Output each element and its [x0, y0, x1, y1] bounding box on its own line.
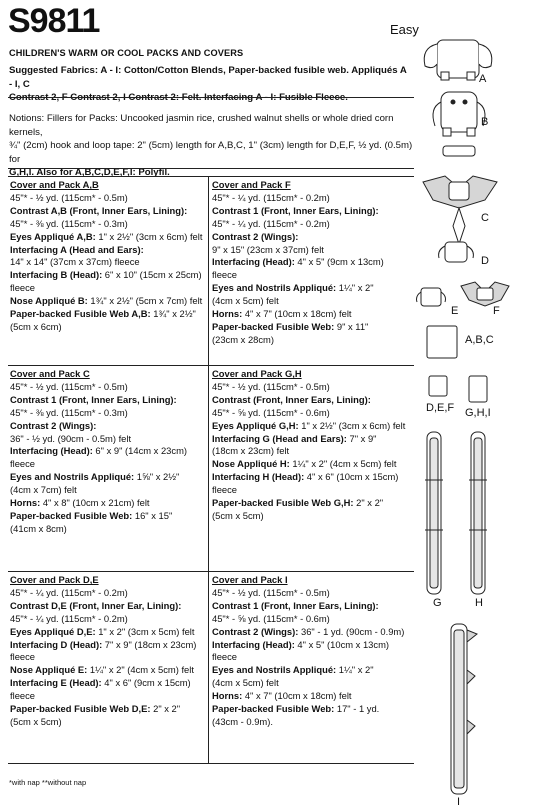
divider — [8, 763, 414, 764]
yardage-line: Eyes and Nostrils Appliqué: 1⅝" x 2½" — [10, 471, 180, 483]
section-heading: Cover and Pack I — [212, 574, 288, 585]
section-cover-pack-f — [212, 179, 410, 347]
column-divider — [208, 176, 209, 763]
yardage-line: Nose Appliqué B: 1¾" x 2½" (5cm x 7cm) felt — [10, 295, 203, 307]
pattern-title: CHILDREN'S WARM OR COOL PACKS AND COVERS — [9, 48, 244, 58]
yardage-line: (4cm x 5cm) felt — [212, 295, 279, 307]
notions-line: Notions: Fillers for Packs: Uncooked jasmin rice, crushed walnut shells or whole dried corn kernels, — [9, 113, 394, 138]
yardage-line: Interfacing H (Head): 4" x 6" (10cm x 15cm) — [212, 471, 399, 483]
cover-def-illustration — [429, 376, 447, 396]
yardage-line: 45"* - ⅝ yd. (115cm* - 0.6m) — [212, 406, 330, 418]
yardage-line: 45"* - ⅝ yd. (115cm* - 0.6m) — [212, 612, 330, 624]
footnote: *with nap **without nap — [9, 778, 87, 787]
pack-d-illustration — [439, 242, 474, 262]
yardage-line: (5cm x 5cm) — [212, 509, 264, 521]
yardage-line: Paper-backed Fusible Web D,E: 2" x 2" — [10, 703, 181, 715]
yardage-line: Paper-backed Fusible Web A,B: 1¾" x 2½" — [10, 308, 196, 320]
yardage-line: Eyes Appliqué A,B: 1" x 2½" (3cm x 6cm) felt — [10, 230, 203, 242]
section-heading: Cover and Pack A,B — [10, 179, 99, 190]
yardage-line: (5cm x 6cm) — [10, 320, 62, 332]
section-cover-pack-gh — [212, 368, 410, 523]
notions-line: G,H,I. Also for A,B,C,D,E,F,I: Polyfil. — [9, 167, 170, 178]
section-cover-pack-de — [10, 574, 208, 729]
yardage-line: Horns: 4" x 7" (10cm x 18cm) felt — [212, 690, 352, 702]
yardage-line: 45"* - ½ yd. (115cm* - 0.5m) — [10, 191, 128, 203]
section-heading: Cover and Pack G,H — [212, 368, 302, 379]
yardage-line: 45"* - ½ yd. (115cm* - 0.5m) — [212, 586, 330, 598]
section-heading: Cover and Pack F — [212, 179, 291, 190]
label-e: E — [451, 305, 459, 317]
divider — [8, 168, 414, 169]
yardage-line: fleece — [10, 282, 36, 294]
section-cover-pack-c — [10, 368, 208, 536]
yardage-line: 45"* - ¼ yd. (115cm* - 0.2m) — [10, 612, 128, 624]
yardage-line: Paper-backed Fusible Web G,H: 2" x 2" — [212, 497, 384, 509]
pattern-number: S9811 — [8, 2, 100, 40]
label-h: H — [475, 597, 483, 609]
yardage-line: 45"* - ¼ yd. (115cm* - 0.2m) — [212, 217, 330, 229]
pack-h-illustration — [469, 432, 487, 594]
yardage-line: Contrast 2 (Wings): — [212, 230, 299, 242]
yardage-line: (4cm x 7cm) felt — [10, 484, 77, 496]
yardage-line: (23cm x 28cm) — [212, 333, 274, 345]
yardage-line: 36" - ½ yd. (90cm - 0.5m) felt — [10, 432, 132, 444]
label-a: A — [479, 73, 487, 85]
yardage-line: Nose Appliqué H: 1¼" x 2" (4cm x 5cm) felt — [212, 458, 397, 470]
yardage-line: Contrast A,B (Front, Inner Ears, Lining): — [10, 204, 188, 216]
yardage-line: Contrast (Front, Inner Ears, Lining): — [212, 393, 371, 405]
section-cover-pack-i — [212, 574, 410, 729]
yardage-line: fleece — [212, 651, 238, 663]
view-illustrations — [415, 30, 553, 810]
yardage-line: Contrast 2 (Wings): 36" - 1 yd. (90cm - 0.9m) — [212, 625, 405, 637]
cover-ghi-illustration — [469, 376, 487, 402]
divider — [8, 571, 414, 572]
yardage-line: Interfacing D (Head): 7" x 9" (18cm x 23cm) — [10, 638, 197, 650]
suggested-fabrics — [9, 64, 409, 105]
pack-g-illustration — [425, 432, 443, 594]
label-g: G — [433, 597, 442, 609]
yardage-line: Interfacing B (Head): 6" x 10" (15cm x 25cm) — [10, 269, 202, 281]
notions — [9, 112, 414, 180]
yardage-line: Paper-backed Fusible Web: 17" - 1 yd. — [212, 703, 380, 715]
label-i: I — [457, 796, 461, 808]
notions-line: ¾" (2cm) hook and loop tape: 2" (5cm) length for A,B,C, 1" (3cm) length for D,E,F, ½ yd. (0.5m) for — [9, 140, 413, 165]
yardage-line: Interfacing A (Head and Ears): — [10, 243, 144, 255]
label-ghi: G,H,I — [465, 407, 491, 419]
label-c: C — [481, 212, 489, 224]
cover-abc-illustration — [427, 326, 457, 358]
label-f: F — [493, 305, 500, 317]
yardage-line: Contrast 2 (Wings): — [10, 419, 97, 431]
fabrics-line: Suggested Fabrics: A - I: Cotton/Cotton Blends, Paper-backed fusible web. Appliqués A - I, C — [9, 65, 407, 90]
fabrics-line: Contrast 2, F Contrast 2, I Contrast 2: Felt. Interfacing A - I: Fusible Fleece. — [9, 92, 348, 103]
yardage-line: Nose Appliqué E: 1¼" x 2" (4cm x 5cm) felt — [10, 664, 194, 676]
pack-i-illustration — [451, 624, 477, 794]
yardage-line: 45"* - ½ yd. (115cm* - 0.5m) — [212, 380, 330, 392]
pack-c-illustration — [423, 176, 497, 244]
pack-b-illustration — [433, 92, 485, 156]
yardage-line: (4cm x 5cm) felt — [212, 677, 279, 689]
yardage-line: 45"* - ¼ yd. (115cm* - 0.2m) — [212, 191, 330, 203]
yardage-line: Contrast 1 (Front, Inner Ears, Lining): — [212, 204, 379, 216]
yardage-line: 9" x 15" (23cm x 37cm) felt — [212, 243, 324, 255]
divider — [8, 176, 414, 177]
yardage-line: Eyes and Nostrils Appliqué: 1¼" x 2" — [212, 282, 374, 294]
yardage-line: Interfacing (Head): 4" x 5" (10cm x 13cm) — [212, 638, 390, 650]
yardage-line: 45"* - ⅜ yd. (115cm* - 0.3m) — [10, 406, 128, 418]
yardage-line: 45"* - ⅜ yd. (115cm* - 0.3m) — [10, 217, 128, 229]
yardage-line: Interfacing (Head): 6" x 9" (14cm x 23cm) — [10, 445, 188, 457]
label-b: B — [481, 116, 489, 128]
yardage-line: Contrast 1 (Front, Inner Ears, Lining): — [10, 393, 177, 405]
label-abc: A,B,C — [465, 334, 494, 346]
yardage-line: Interfacing E (Head): 4" x 6" (9cm x 15cm) — [10, 677, 191, 689]
yardage-line: (43cm - 0.9m). — [212, 715, 273, 727]
yardage-line: 45"* - ¼ yd. (115cm* - 0.2m) — [10, 586, 128, 598]
yardage-line: Paper-backed Fusible Web: 9" x 11" — [212, 320, 369, 332]
yardage-line: Paper-backed Fusible Web: 16" x 15" — [10, 509, 173, 521]
yardage-line: Eyes Appliqué G,H: 1" x 2½" (3cm x 6cm) felt — [212, 419, 406, 431]
yardage-line: Horns: 4" x 7" (10cm x 18cm) felt — [212, 308, 352, 320]
yardage-line: Eyes Appliqué D,E: 1" x 2" (3cm x 5cm) felt — [10, 625, 195, 637]
section-heading: Cover and Pack D,E — [10, 574, 99, 585]
skill-level: Easy — [390, 22, 419, 37]
yardage-line: Contrast 1 (Front, Inner Ears, Lining): — [212, 599, 379, 611]
section-cover-pack-ab — [10, 179, 208, 334]
divider — [8, 365, 414, 366]
label-def: D,E,F — [426, 402, 455, 414]
yardage-line: fleece — [10, 690, 36, 702]
yardage-line: Interfacing G (Head and Ears): 7" x 9" — [212, 432, 377, 444]
yardage-line: (41cm x 8cm) — [10, 522, 67, 534]
divider — [8, 97, 414, 98]
label-d: D — [481, 255, 489, 267]
yardage-line: Contrast D,E (Front, Inner Ear, Lining): — [10, 599, 182, 611]
yardage-line: fleece — [10, 651, 36, 663]
section-heading: Cover and Pack C — [10, 368, 90, 379]
yardage-line: (5cm x 5cm) — [10, 715, 62, 727]
pack-e-illustration — [417, 288, 446, 306]
yardage-line: Eyes and Nostrils Appliqué: 1¼" x 2" — [212, 664, 374, 676]
yardage-line: Interfacing (Head): 4" x 5" (9cm x 13cm) fleece — [212, 256, 384, 281]
pack-f-illustration — [461, 282, 509, 306]
yardage-line: 14" x 14" (37cm x 37cm) fleece — [10, 256, 140, 268]
yardage-line: 45"* - ½ yd. (115cm* - 0.5m) — [10, 380, 128, 392]
yardage-line: fleece — [10, 458, 36, 470]
yardage-line: fleece — [212, 484, 238, 496]
yardage-line: Horns: 4" x 8" (10cm x 21cm) felt — [10, 497, 150, 509]
yardage-line: (18cm x 23cm) felt — [212, 445, 290, 457]
